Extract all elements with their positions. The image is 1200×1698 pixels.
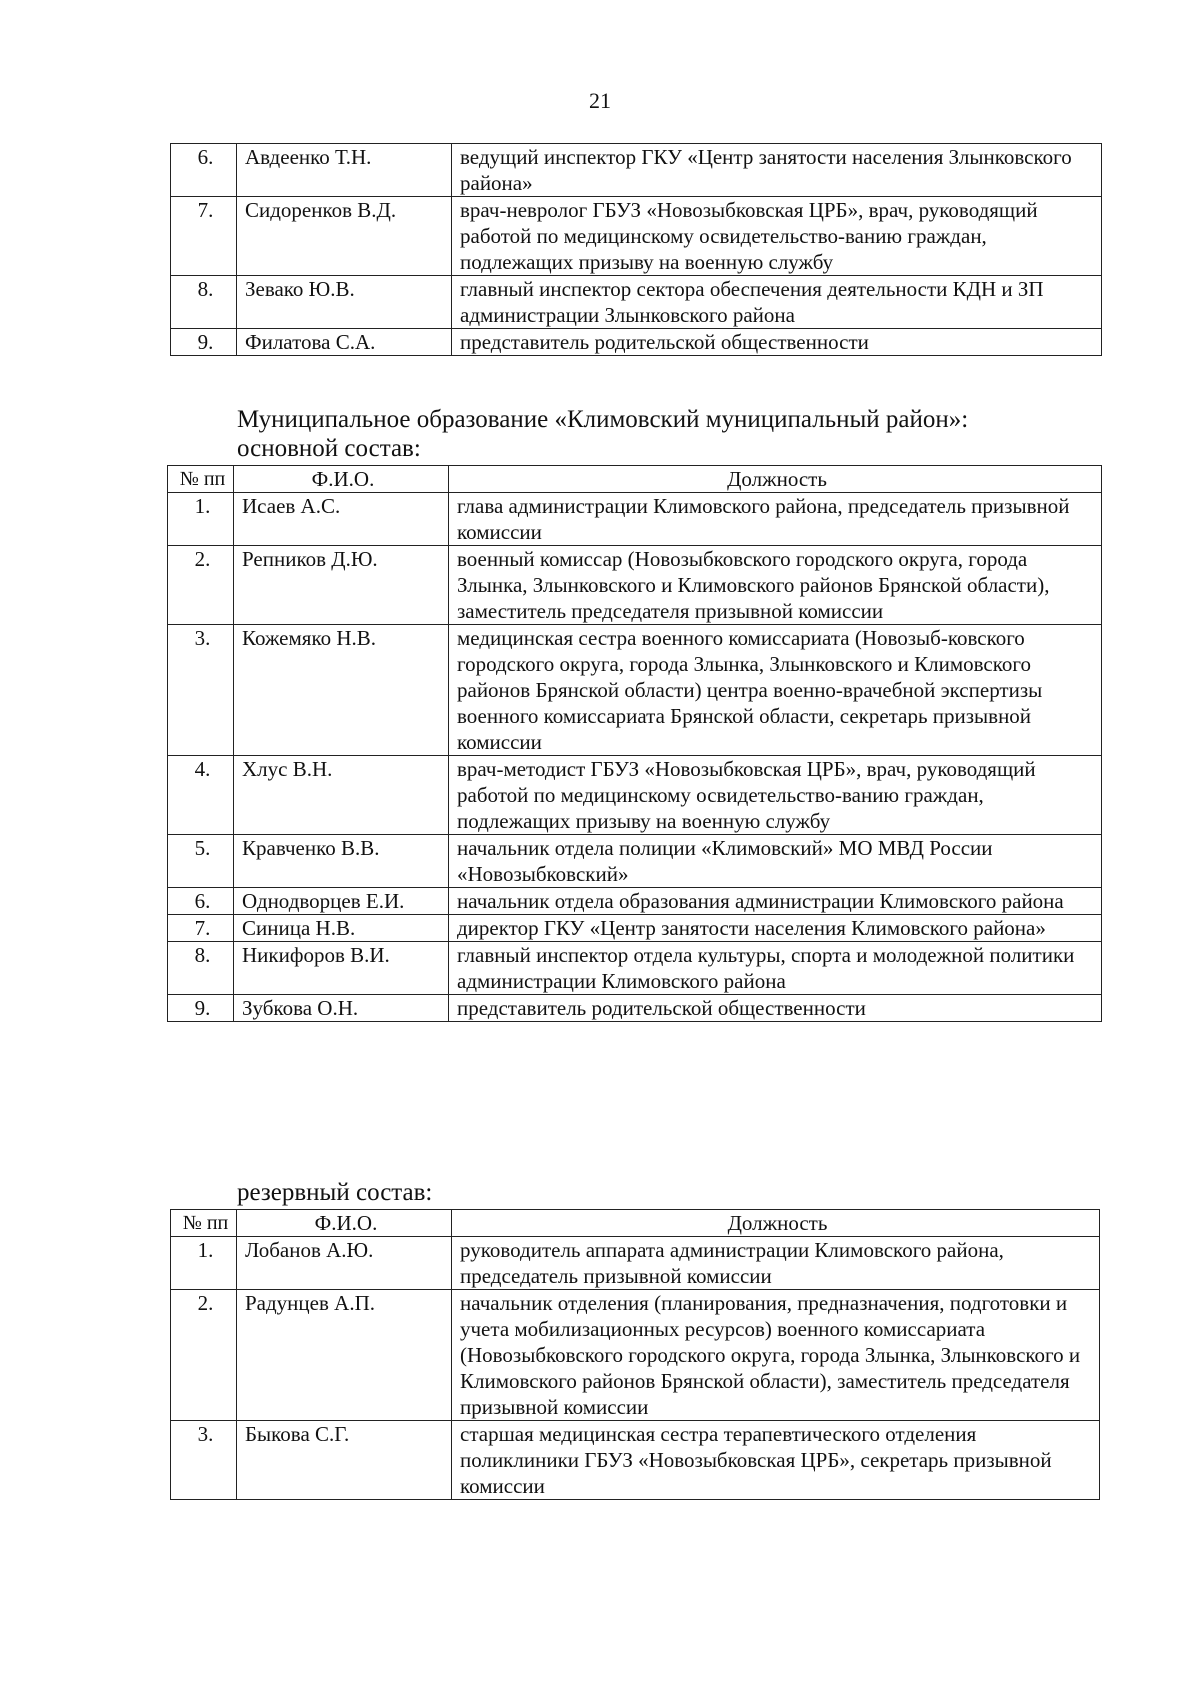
member-name: Лобанов А.Ю.	[237, 1237, 452, 1290]
member-position: начальник отдела полиции «Климовский» МО МВД России «Новозыбковский»	[449, 835, 1102, 888]
row-number: 1.	[171, 1237, 237, 1290]
table-header-row	[168, 466, 1102, 493]
member-position: директор ГКУ «Центр занятости населения Климовского района»	[449, 915, 1102, 942]
member-position: врач-методист ГБУЗ «Новозыбковская ЦРБ», врач, руководящий работой по медицинскому освидетельство-ванию граждан, подлежащих призыву на военную службу	[449, 756, 1102, 835]
column-header-name: Ф.И.О.	[234, 466, 449, 493]
row-number: 7.	[171, 197, 237, 276]
member-position: руководитель аппарата администрации Климовского района, председатель призывной комиссии	[452, 1237, 1100, 1290]
row-number: 2.	[171, 1290, 237, 1421]
member-name: Зевако Ю.В.	[237, 276, 452, 329]
column-header-position: Должность	[449, 466, 1102, 493]
row-number: 4.	[168, 756, 234, 835]
member-name: Синица Н.В.	[234, 915, 449, 942]
table-row	[171, 276, 1102, 329]
member-name: Сидоренков В.Д.	[237, 197, 452, 276]
member-name: Исаев А.С.	[234, 493, 449, 546]
table-row	[168, 493, 1102, 546]
member-name: Репников Д.Ю.	[234, 546, 449, 625]
member-name: Быкова С.Г.	[237, 1421, 452, 1500]
column-header-name: Ф.И.О.	[237, 1210, 452, 1237]
table-row	[171, 1421, 1100, 1500]
row-number: 9.	[171, 329, 237, 356]
row-number: 6.	[171, 144, 237, 197]
table-row	[171, 197, 1102, 276]
table-row	[168, 942, 1102, 995]
member-position: главный инспектор сектора обеспечения деятельности КДН и ЗП администрации Злынковского района	[452, 276, 1102, 329]
column-header-number: № пп	[168, 466, 234, 493]
table-row	[168, 756, 1102, 835]
row-number: 1.	[168, 493, 234, 546]
main-composition-table	[167, 465, 1102, 1022]
member-position: старшая медицинская сестра терапевтического отделения поликлиники ГБУЗ «Новозыбковская ЦРБ», секретарь призывной комиссии	[452, 1421, 1100, 1500]
member-name: Авдеенко Т.Н.	[237, 144, 452, 197]
section-subheading-reserve: резервный состав:	[237, 1179, 433, 1206]
table-row	[168, 625, 1102, 756]
row-number: 6.	[168, 888, 234, 915]
table-row	[171, 144, 1102, 197]
row-number: 2.	[168, 546, 234, 625]
member-name: Филатова С.А.	[237, 329, 452, 356]
member-position: врач-невролог ГБУЗ «Новозыбковская ЦРБ», врач, руководящий работой по медицинскому освидетельство-ванию граждан, подлежащих призыву на военную службу	[452, 197, 1102, 276]
member-position: глава администрации Климовского района, председатель призывной комиссии	[449, 493, 1102, 546]
table-row	[168, 888, 1102, 915]
member-position: главный инспектор отдела культуры, спорта и молодежной политики администрации Климовского района	[449, 942, 1102, 995]
reserve-composition-table	[170, 1209, 1100, 1500]
member-position: ведущий инспектор ГКУ «Центр занятости населения Злынковского района»	[452, 144, 1102, 197]
section-subheading-main: основной состав:	[237, 435, 421, 462]
row-number: 8.	[171, 276, 237, 329]
section-heading-klimovsky: Муниципальное образование «Климовский муниципальный район»:	[237, 406, 969, 433]
member-position: медицинская сестра военного комиссариата (Новозыб-ковского городского округа, города Злынка, Злынковского и Климовского районов Брянской области) центра военно-врачебной экспертизы военного комиссариата Брянской области, секретарь призывной комиссии	[449, 625, 1102, 756]
member-name: Кравченко В.В.	[234, 835, 449, 888]
row-number: 7.	[168, 915, 234, 942]
member-position: представитель родительской общественности	[449, 995, 1102, 1022]
table-row	[171, 1290, 1100, 1421]
member-name: Никифоров В.И.	[234, 942, 449, 995]
column-header-position: Должность	[452, 1210, 1100, 1237]
table-row	[171, 1237, 1100, 1290]
table-header-row	[171, 1210, 1100, 1237]
member-position: начальник отделения (планирования, предназначения, подготовки и учета мобилизационных ресурсов) военного комиссариата (Новозыбковского городского округа, города Злынка, Злынковского и Климовского районов Брянской области), заместитель председателя призывной комиссии	[452, 1290, 1100, 1421]
row-number: 3.	[171, 1421, 237, 1500]
row-number: 5.	[168, 835, 234, 888]
member-name: Кожемяко Н.В.	[234, 625, 449, 756]
row-number: 8.	[168, 942, 234, 995]
member-name: Однодворцев Е.И.	[234, 888, 449, 915]
member-name: Радунцев А.П.	[237, 1290, 452, 1421]
table-row	[168, 546, 1102, 625]
member-position: начальник отдела образования администрации Климовского района	[449, 888, 1102, 915]
member-position: военный комиссар (Новозыбковского городского округа, города Злынка, Злынковского и Климовского районов Брянской области), заместитель председателя призывной комиссии	[449, 546, 1102, 625]
table-row	[171, 329, 1102, 356]
member-name: Хлус В.Н.	[234, 756, 449, 835]
table-row	[168, 835, 1102, 888]
page-number: 21	[589, 88, 611, 113]
commission-table-continued	[170, 143, 1102, 356]
member-position: представитель родительской общественности	[452, 329, 1102, 356]
column-header-number: № пп	[171, 1210, 237, 1237]
table-row	[168, 915, 1102, 942]
table-row	[168, 995, 1102, 1022]
row-number: 9.	[168, 995, 234, 1022]
row-number: 3.	[168, 625, 234, 756]
member-name: Зубкова О.Н.	[234, 995, 449, 1022]
